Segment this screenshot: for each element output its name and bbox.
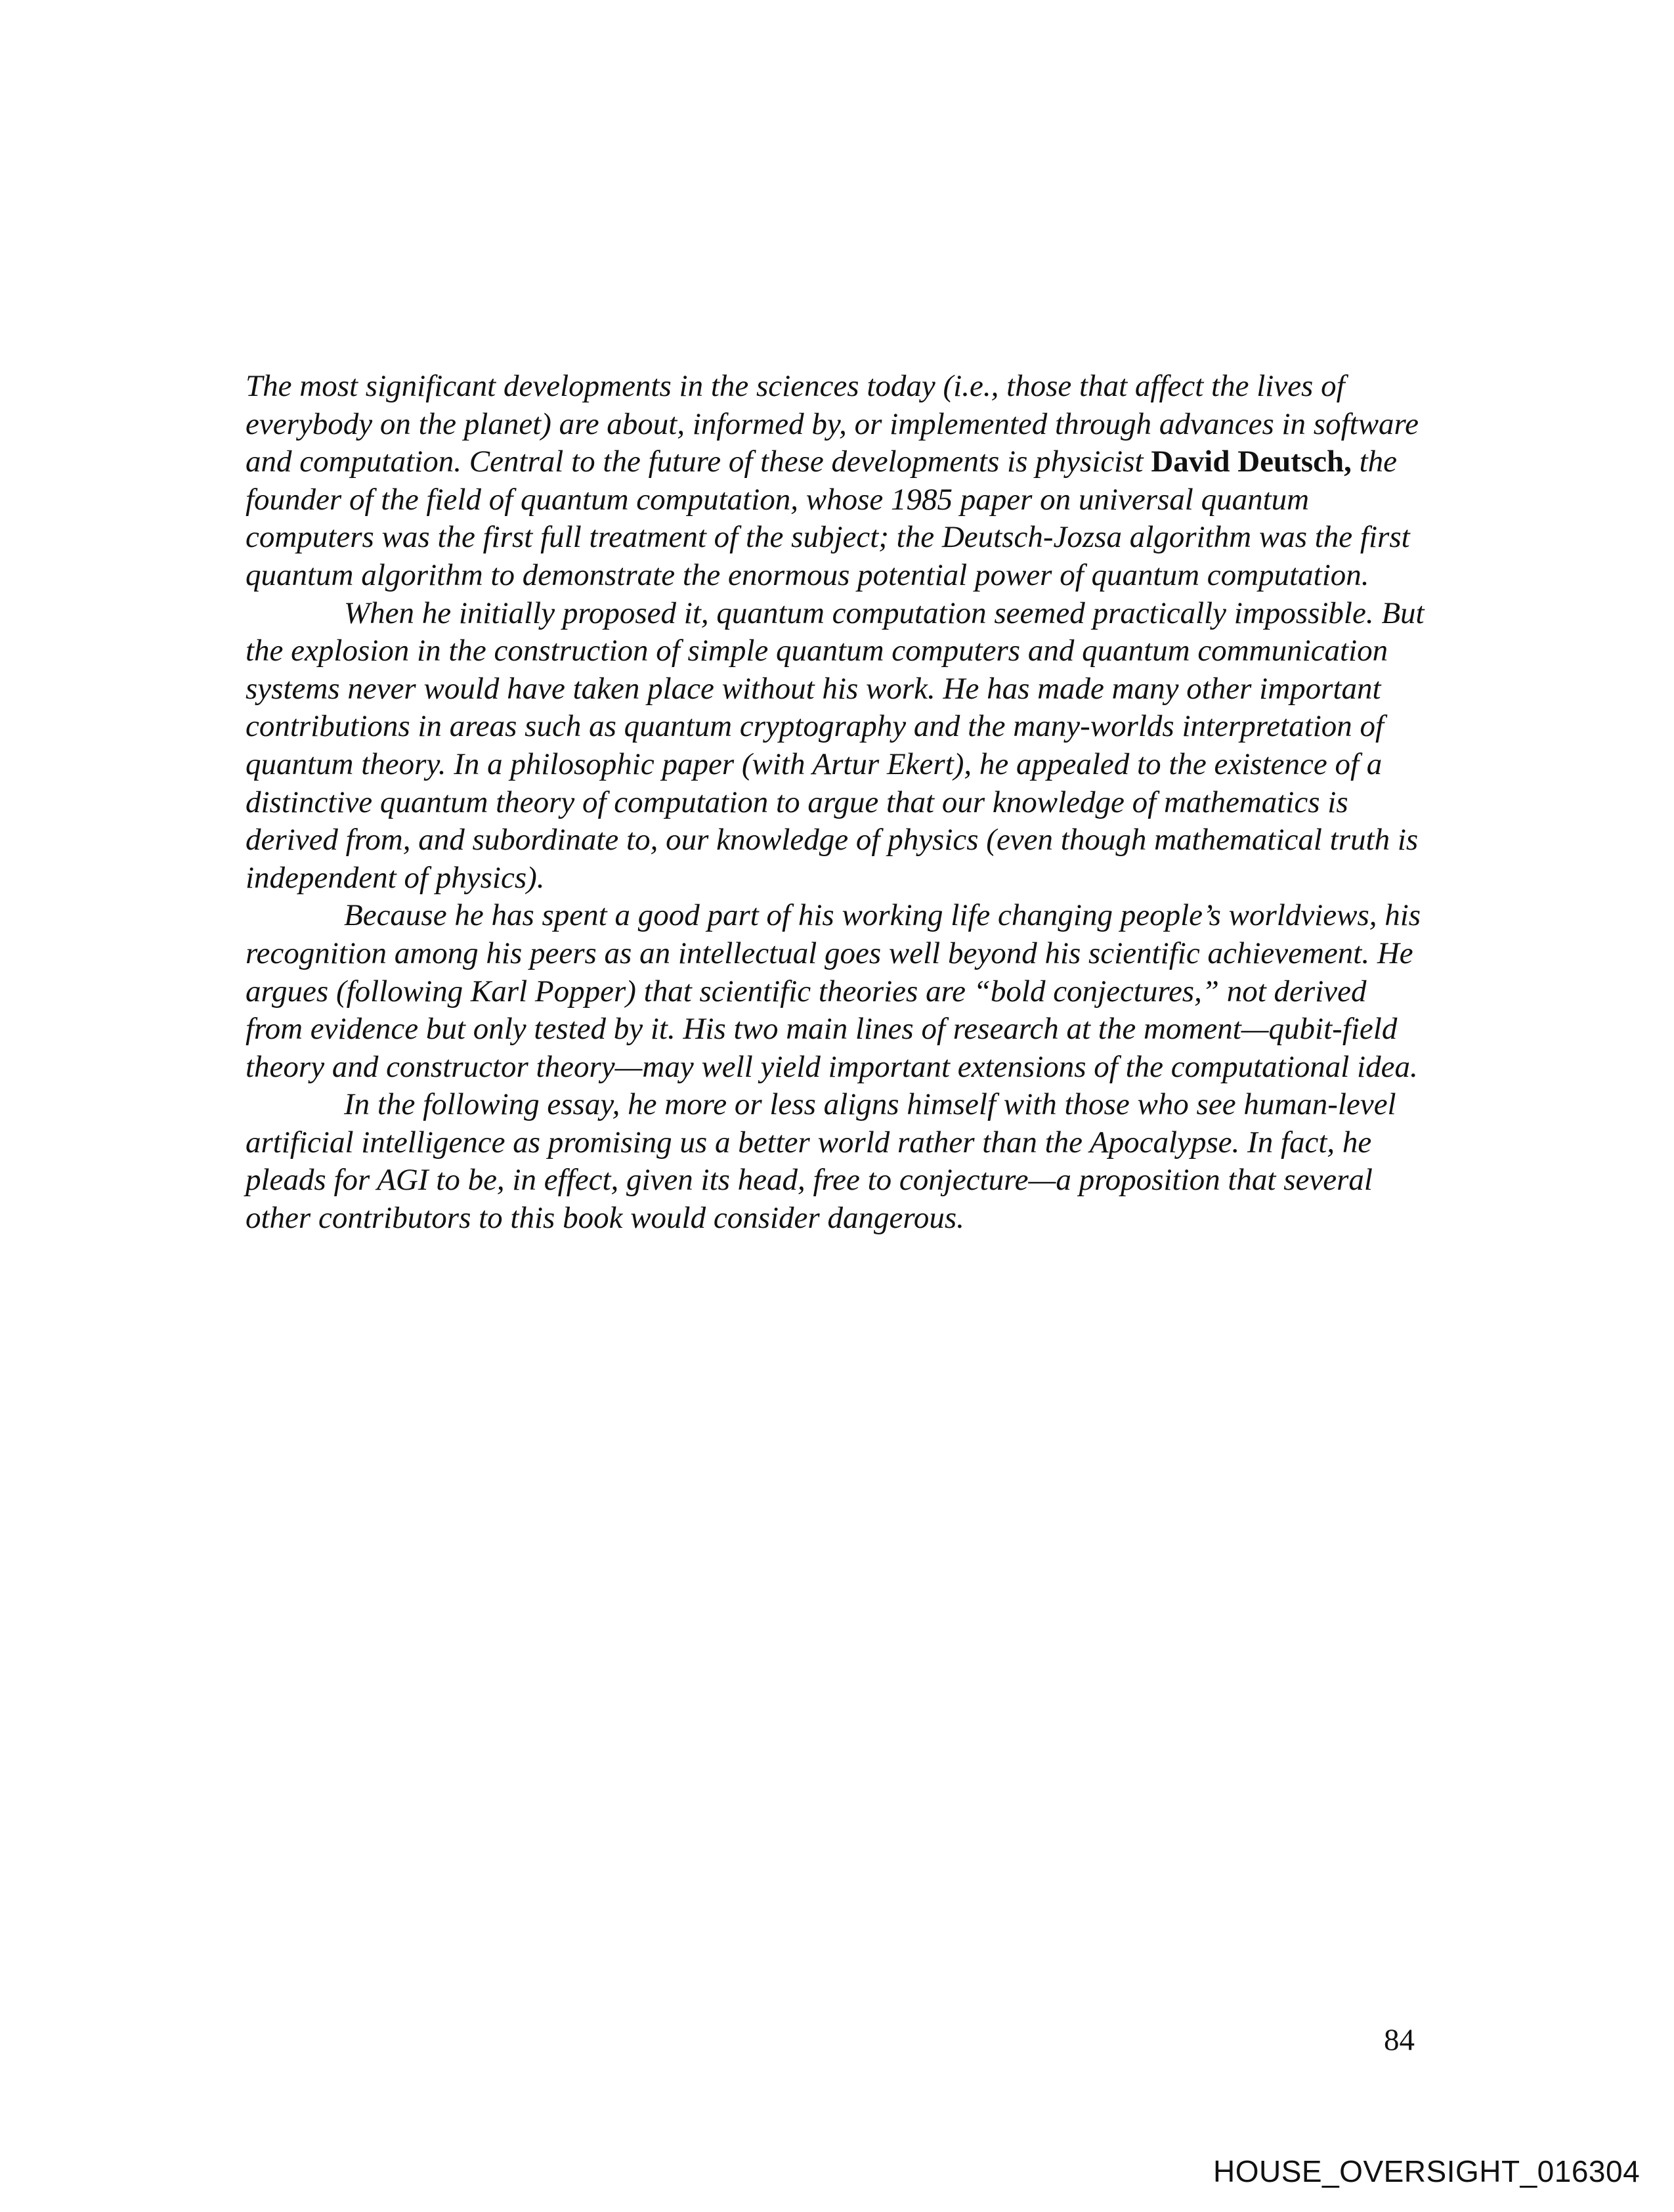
intro-paragraph-2: When he initially proposed it, quantum computation seemed practically impossible. But the explosion in the construction of simple quantum computers and quantum communication systems never would have taken place without his work. He has made many other important contributions in areas such as quantum cryptography and the many-worlds interpretation of quantum theory. In a philosophic paper (with Artur Ekert), he appealed to the existence of a distinctive quantum theory of computation to argue that our knowledge of mathematics is derived from, and subordinate to, our knowledge of physics (even though mathematical truth is independent of physics). bbox=[246, 596, 1425, 895]
intro-paragraph-1-text-start: The most significant developments in the sciences today (i.e., those that affect the lives of everybody on the planet) are about, informed by, or implemented through advances in software and computation. Central to the future of these developments is physicist bbox=[246, 369, 1419, 479]
document-id-stamp: HOUSE_OVERSIGHT_016304 bbox=[1213, 2154, 1641, 2188]
page-number: 84 bbox=[1384, 2023, 1415, 2057]
document-body bbox=[246, 368, 1427, 1238]
intro-paragraph-1 bbox=[246, 368, 1427, 595]
subject-name: David Deutsch, bbox=[1151, 445, 1352, 479]
intro-paragraph-1-text-end: the founder of the field of quantum computation, whose 1985 paper on universal quantum computers was the first full treatment of the subject; the Deutsch-Jozsa algorithm was the first quantum algorithm to demonstrate the enormous potential power of quantum computation. bbox=[246, 445, 1410, 592]
intro-paragraph-3: Because he has spent a good part of his working life changing people’s worldviews, his recognition among his peers as an intellectual goes well beyond his scientific achievement. He argues (following Karl Popper) that scientific theories are “bold conjectures,” not derived from evidence but only tested by it. His two main lines of research at the moment—qubit-field theory and constructor theory—may well yield important extensions of the computational idea. bbox=[246, 898, 1421, 1084]
intro-paragraph-4: In the following essay, he more or less aligns himself with those who see human-level artificial intelligence as promising us a better world rather than the Apocalypse. In fact, he pleads for AGI to be, in effect, given its head, free to conjecture—a proposition that several other contributors to this book would consider dangerous. bbox=[246, 1087, 1396, 1236]
